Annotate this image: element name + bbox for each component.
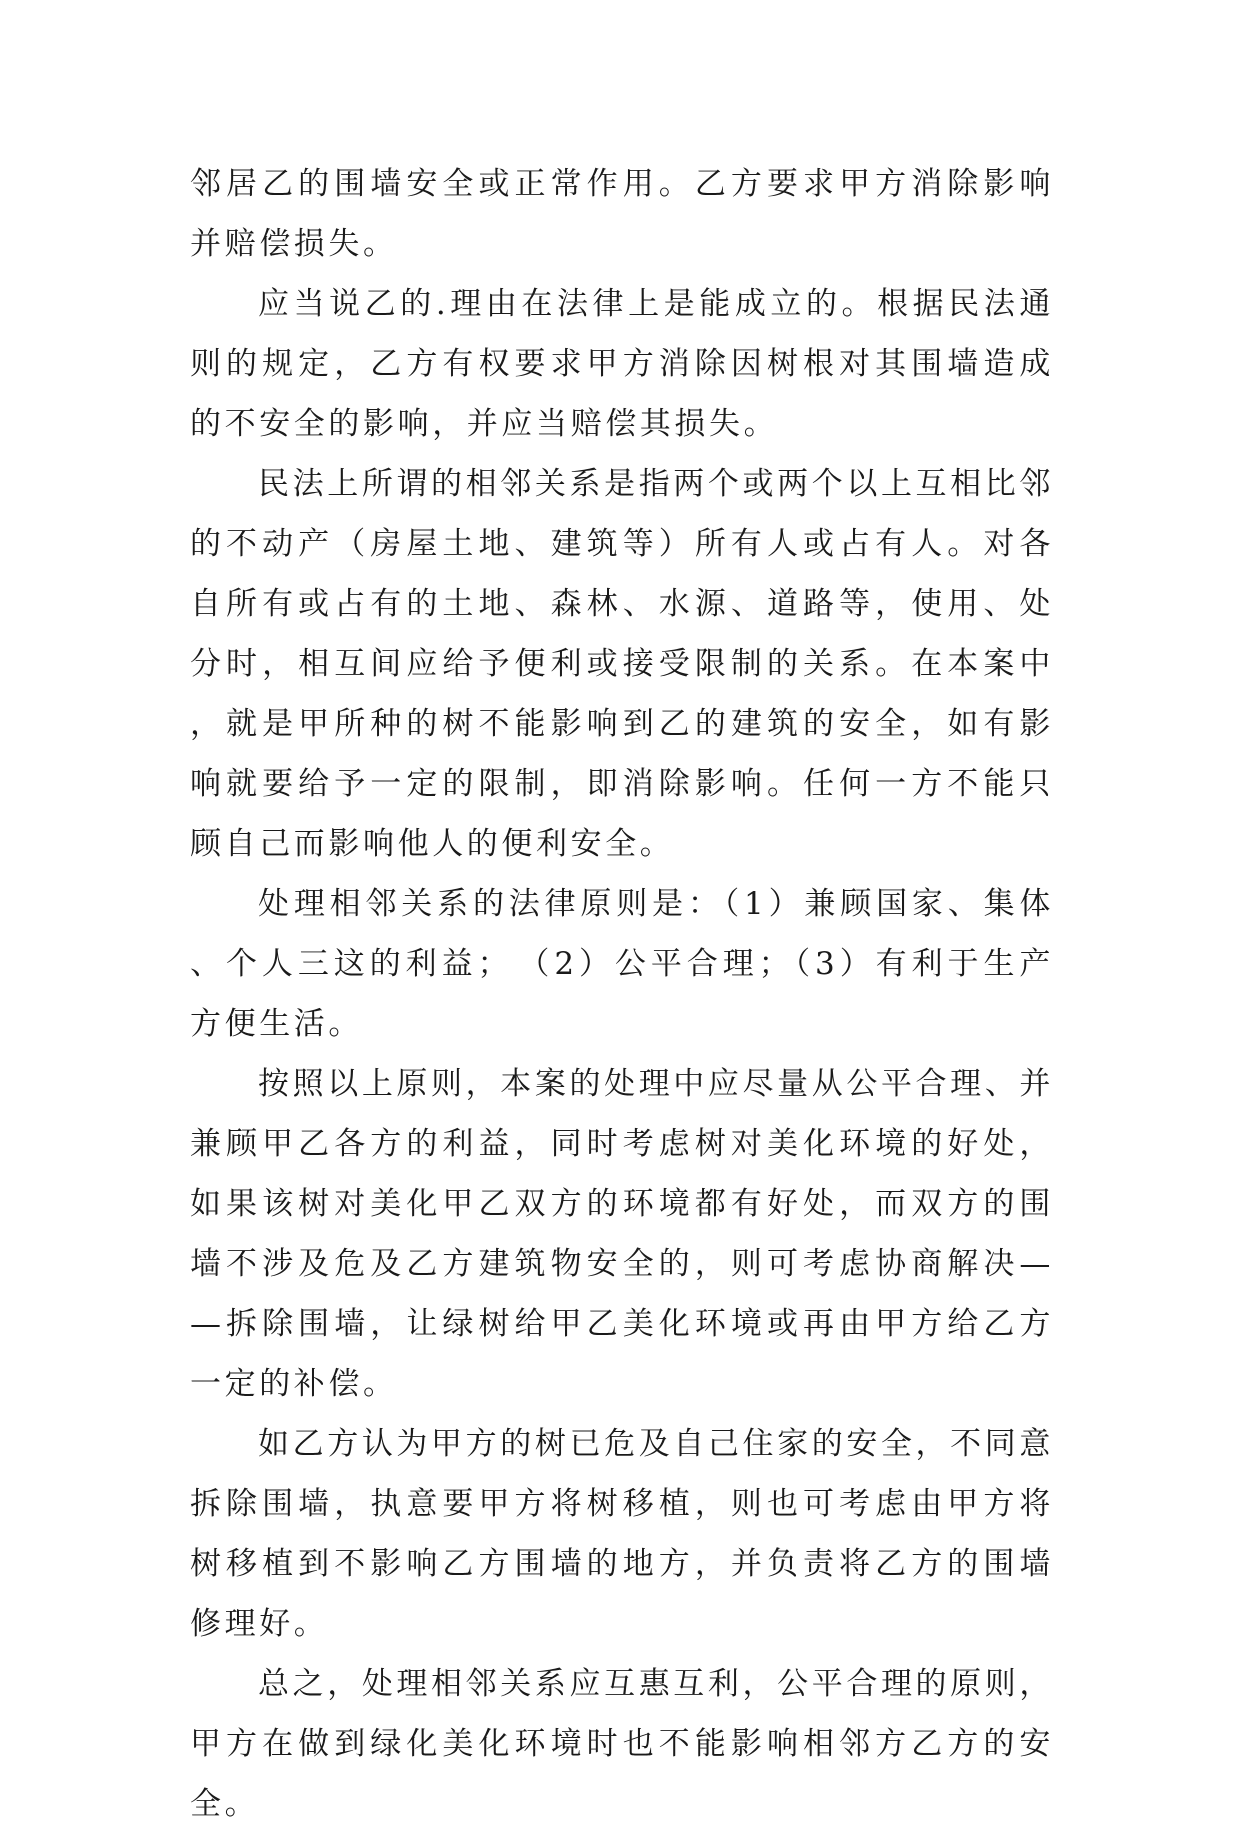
paragraph-5: 按照以上原则，本案的处理中应尽量从公平合理、并兼顾甲乙各方的利益，同时考虑树对美化环境的好处，如果该树对美化甲乙双方的环境都有好处，而双方的围墙不涉及危及乙方建筑物安全的，则可考虑协商解决——拆除围墙，让绿树给甲乙美化环境或再由甲方给乙方一定的补偿。: [190, 1066, 1054, 1402]
paragraph-3: 民法上所谓的相邻关系是指两个或两个以上互相比邻的不动产（房屋土地、建筑等）所有人或占有人。对各自所有或占有的土地、森林、水源、道路等，使用、处分时，相互间应给予便利或接受限制的关系。在本案中，就是甲所种的树不能影响到乙的建筑的安全，如有影响就要给予一定的限制，即消除影响。任何一方不能只顾自己而影响他人的便利安全。: [190, 466, 1054, 862]
paragraph-1: 邻居乙的围墙安全或正常作用。乙方要求甲方消除影响并赔偿损失。: [190, 166, 1054, 262]
paragraph-4: 处理相邻关系的法律原则是：（1）兼顾国家、集体、个人三这的利益； （2）公平合理；（3）有利于生产方便生活。: [190, 886, 1054, 1042]
paragraph-7: 总之，处理相邻关系应互惠互利，公平合理的原则，甲方在做到绿化美化环境时也不能影响相邻方乙方的安全。: [190, 1666, 1054, 1822]
document-body: [190, 154, 1054, 1834]
paragraph-6: 如乙方认为甲方的树已危及自己住家的安全，不同意拆除围墙，执意要甲方将树移植，则也可考虑由甲方将树移植到不影响乙方围墙的地方，并负责将乙方的围墙修理好。: [190, 1426, 1054, 1642]
paragraph-2: 应当说乙的.理由在法律上是能成立的。根据民法通则的规定，乙方有权要求甲方消除因树根对其围墙造成的不安全的影响，并应当赔偿其损失。: [190, 286, 1054, 442]
